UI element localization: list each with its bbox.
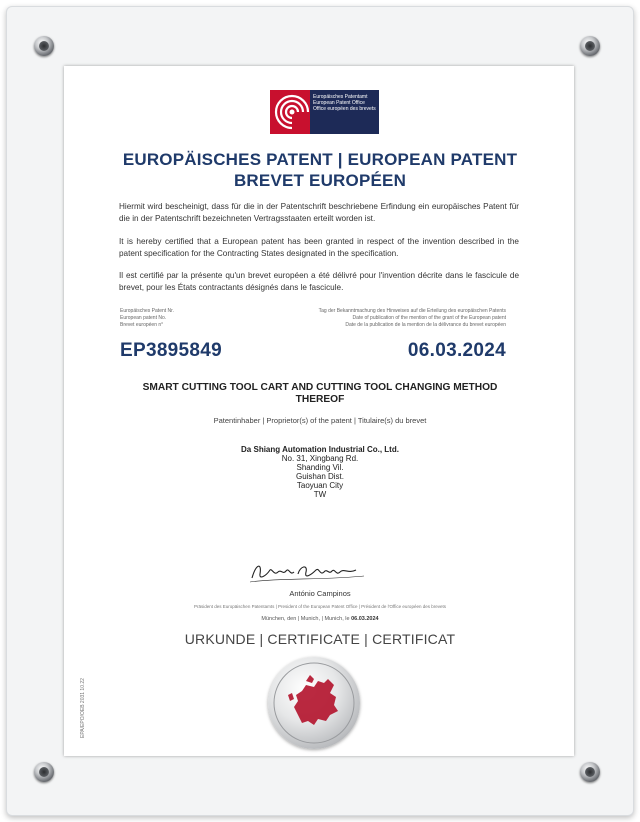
proprietor-address-line: TW xyxy=(313,490,327,499)
screw-icon xyxy=(34,36,54,56)
europe-map-seal-icon xyxy=(268,657,360,749)
place-date-value: 06.03.2024 xyxy=(351,616,379,622)
place-label: München, den | Munich, | Munich, le xyxy=(261,616,350,622)
proprietor-address-line: Guishan Dist. xyxy=(295,472,345,481)
grant-date-labels xyxy=(248,308,506,329)
signature xyxy=(246,556,370,586)
patent-number: EP3895849 xyxy=(120,340,223,361)
grant-date-label-de: Tag der Bekanntmachung des Hinweises auf die Erteilung des europäischen Patents xyxy=(318,308,506,314)
patent-number-labels xyxy=(120,308,174,329)
screw-icon xyxy=(34,762,54,782)
signatory-name: António Campinos xyxy=(289,589,351,598)
certificate-title: EUROPÄISCHES PATENT | EUROPEAN PATENT xyxy=(122,150,518,169)
invention-title: SMART CUTTING TOOL CART AND CUTTING TOOL CHANGING METHOD THEREOF xyxy=(142,382,498,405)
form-code: EPA/EPO/OEB 2031 10.22 xyxy=(80,678,86,738)
proprietor-address-line: No. 31, Xingbang Rd. xyxy=(281,454,359,463)
proprietor-name: Da Shiang Automation Industrial Co., Ltd. xyxy=(241,445,399,454)
screw-icon xyxy=(580,36,600,56)
proprietor-address-line: Taoyuan City xyxy=(296,481,344,490)
proprietor-block xyxy=(120,445,520,499)
statement-fr: Il est certifié par la présente qu'un brevet européen a été délivré pour l'invention décrite dans le fascicule de brevet, pour les États contractants désignés dans le fascicule. xyxy=(119,271,519,292)
certificate-label: URKUNDE | CERTIFICATE | CERTIFICAT xyxy=(184,631,456,647)
epo-logo-mark-icon xyxy=(270,90,310,134)
proprietor-label: Patentinhaber | Proprietor(s) of the patent | Titulaire(s) du brevet xyxy=(213,416,427,425)
epo-logo xyxy=(270,90,376,134)
logo-line-de: Europäisches Patentamt xyxy=(313,94,368,100)
logo-line-fr: Office européen des brevets xyxy=(313,106,376,112)
screw-icon xyxy=(580,762,600,782)
signatory-role: Präsident des Europäischen Patentamts | President of the European Patent Office | Président de l'Office européen des brevets xyxy=(194,604,446,609)
patent-number-label-en: European patent No. xyxy=(120,315,167,321)
grant-date-label-en: Date of publication of the mention of the grant of the European patent xyxy=(352,315,506,321)
epo-logo-text xyxy=(310,90,379,134)
grant-date-label-fr: Date de la publication de la mention de la délivrance du brevet européen xyxy=(345,322,506,328)
proprietor-address-line: Shanding Vil. xyxy=(296,463,344,472)
certificate-title-line2: BREVET EUROPÉEN xyxy=(233,171,407,190)
grant-date: 06.03.2024 xyxy=(407,340,506,361)
patent-number-label-fr: Brevet européen n° xyxy=(120,322,164,328)
place-date xyxy=(220,616,420,622)
statement-en: It is hereby certified that a European patent has been granted in respect of the invention described in the patent specification for the Contracting States designated in the specification. xyxy=(119,237,519,258)
patent-number-label-de: Europäisches Patent Nr. xyxy=(120,308,174,314)
logo-line-en: European Patent Office xyxy=(313,100,365,106)
statement-de: Hiermit wird bescheinigt, dass für die in der Patentschrift beschriebene Erfindung ein europäisches Patent für die in der Patentschrift bezeichneten Vertragsstaaten erteilt worden ist. xyxy=(119,202,519,223)
